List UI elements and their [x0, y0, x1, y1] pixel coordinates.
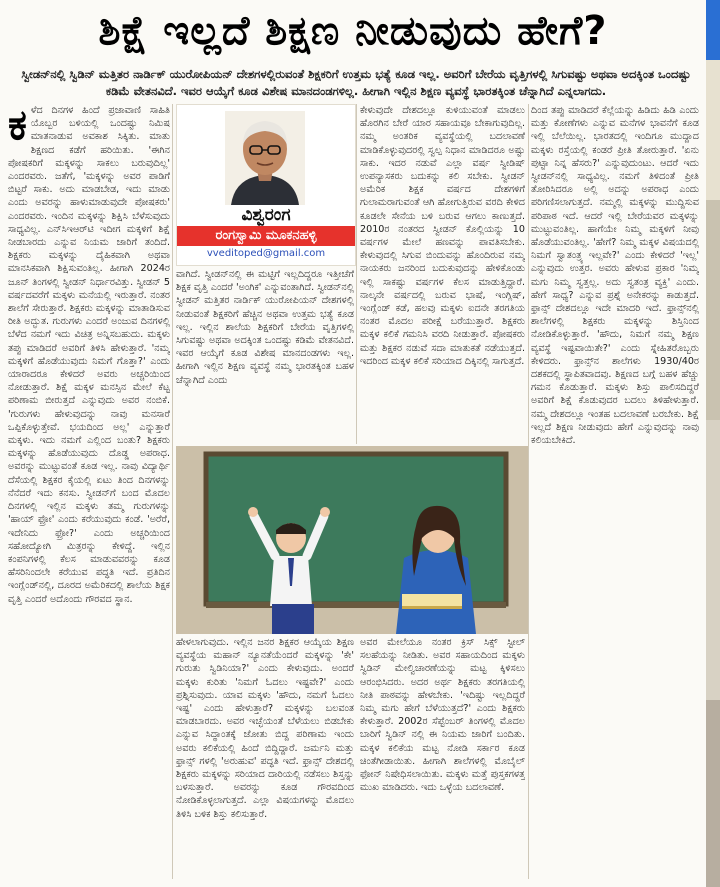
column-rule: [528, 104, 529, 879]
body-text-5: ಹೇಳಲಾಗುವುದು. ಇಲ್ಲಿನ ಜನರ ಶಿಕ್ಷಕರ ಆಯ್ಕೆಯ ಶಿಕ್ಷಣ ವ್ಯವಸ್ಥೆಯ ಮಹಾನ್ ನ್ಯೂನತೆಯೆಂದರೆ ಮಕ್ಕಳನ್ನು 'ಕೇ' ಗುರುತು ಸ್ವಿಡಿನಿಯಾ?' ಎಂದು ಕೇಳುವುದು. ಅಂದರೆ ಮಕ್ಕಳು ಕುರಿತು 'ನಿಮಗೆ ಓದಲು ಇಷ್ಟವೇ?' ಎಂದು ಪ್ರಶ್ನಿಸುವುದು. ಯಾವ ಮಕ್ಕಳು 'ಹೌದು, ನಮಗೆ ಓದಲು ಇಷ್ಟ' ಎಂದು ಹೇಳುತ್ತಾರೆ? ಮಕ್ಕಳನ್ನು ಬಲವಂತ ಮಾಡಬಾರದು. ಅವರ ಇಚ್ಛೆಯಂತೆ ಬೆಳೆಯಲು ಬಿಡಬೇಕು ಎನ್ನುವ ಸಿದ್ಧಾಂತಕ್ಕೆ ಜೋತು ಬಿದ್ದ ಪರಿಣಾಮ ಇಂದು ಅವರು ಕಲಿಕೆಯಲ್ಲಿ ಹಿಂದೆ ಬಿದ್ದಿದ್ದಾರೆ. ಜರ್ಮನಿ ಮತ್ತು ಫ್ರಾನ್ಸ್ ಗಳಲ್ಲಿ 'ಅರುಹುವ' ಪದ್ಧತಿ ಇದೆ. ಫ್ರಾನ್ಸ್ ದೇಶದಲ್ಲಿ ಶಿಕ್ಷಕರು ಮಕ್ಕಳನ್ನು ಸರಿಯಾದ ದಾರಿಯಲ್ಲಿ ನಡೆಸಲು ಶಿಸ್ತನ್ನು ಬಳಸುತ್ತಾರೆ. ಅವರನ್ನು ಕೂಡ ಗೌರವದಿಂದ ನೋಡಿಕೊಳ್ಳಲಾಗುತ್ತದೆ. ಎಲ್ಲಾ ವಿಷಯಗಳನ್ನು ಮೊದಲು ತಿಳಿಸಿ ಬಳಿಕ ಶಿಸ್ತು ಕಲಿಸುತ್ತಾರೆ.: [176, 637, 354, 820]
body-column-6: [360, 636, 525, 879]
body-text-3: ಕೇಳುವುದೇ ದೇಶದಲ್ಲೂ ಕುಳಿಯುವಂತೆ ಮಾಡಲು ಹೊರಗಿನ ಬೇರೆ ಯಾರ ಸಹಾಯವೂ ಬೇಕಾಗುವುದಿಲ್ಲ. ನಮ್ಮ ಅಂತರಿಕ ವ್ಯವಸ್ಥೆಯಲ್ಲಿ ಬದಲಾವಣೆ ಮಾಡಿಕೊಳ್ಳುವುದರಲ್ಲಿ ಸ್ವಲ್ಪ ನಿಧಾನ ಮಾಡಿದರೂ ಅಷ್ಟು ಸಾಕು. ಇದರ ನಡುವೆ ಎಲ್ಲಾ ವರ್ಷ ಸ್ವೀಡಿಷ್ ಉಪನ್ಯಾಸಕರು ಬದುಕನ್ನು ಕಲಿ ಸಬೇಕು. ಸ್ವೀಡನ್ ಅಮೆರಿಕ ಶಿಕ್ಷಕ ವರ್ಷದ ದೇಶಗಳಿಗೆ ಗುಲಾಮರಾಗುವಂತೆ ಆಗಿ ಹೋಗುತ್ತಿರುವ ವರದಿ ಕೇಳಿದ ಕೂಡಲೇ ಸೇನೆಯ ಬಳಿ ಬರುವ ಆಗಲು ಕಾಣುತ್ತದೆ. 2010ರ ನಂತರದ ಸ್ವೀಡನ್ ಕೊಲ್ಲಿಯನ್ನು 10 ವರ್ಷಗಳ ಮೇಲೆ ಹಣವನ್ನು ಪಾವತಿಸಬೇಕು. ಕೇಳುವುದಲ್ಲಿ ಸಿಗುವ ಬಿಂದುವನ್ನು ಹೊಂದಿರುವ ನಮ್ಮ ನಾಯಕರು ಜನರಿಂದ ಬದುಕುವುದನ್ನು ಹೇಳಿಕೊಂಡು ಇಲ್ಲಿ ಸಾಕಷ್ಟು ವರ್ಷಗಳ ಕೆಲಸ ಮಾಡುತ್ತಿದ್ದಾರೆ. ನಾಲ್ಕನೇ ವರ್ಷದಲ್ಲಿ ಬರುವ ಭಾಷೆ, ಇಂಗ್ಲಿಷ್, ಇಂಗ್ಲೆಂಡ್ ಕಡೆ, ಹಲವು ಮಕ್ಕಳು ಐದನೇ ತರಗತಿಯ ನಂತರ ಮೊದಲ ಪರೀಕ್ಷೆ ಬರೆಯುತ್ತಾರೆ. ಶಿಕ್ಷಕರು ಮಕ್ಕಳ ಕಲಿಕೆ ಗಮನಿಸಿ ವರದಿ ನೀಡುತ್ತಾರೆ. ಪೋಷಕರು ಮತ್ತು ಶಿಕ್ಷಕರ ನಡುವೆ ಸದಾ ಮಾತುಕತೆ ನಡೆಯುತ್ತದೆ. ಇದರಿಂದ ಮಕ್ಕಳ ಕಲಿಕೆ ಸರಿಯಾದ ದಿಕ್ಕಿನಲ್ಲಿ ಸಾಗುತ್ತದೆ.: [360, 105, 525, 367]
body-text-4: ದಿಂದ ತಪ್ಪು ಮಾಡಿದರೆ ಕೆಲ್ಲೆಯನ್ನು ಹಿಡಿದು ಹಿಡಿ ಎಂದು ಮತ್ತು ಕೋಣೆಗಳು ಎನ್ನುವ ಮನೆಗಳ ಭಾವನೆಗೆ ಕೂಡ ಇಲ್ಲಿ ಬೆಲೆಯಿಲ್ಲ. ಭಾರತದಲ್ಲಿ ಇಂದಿಗೂ ಮುದ್ದಾದ ಮಕ್ಕಳು ರಸ್ತೆಯಲ್ಲಿ ಕಂಡರೆ ಪ್ರೀತಿ ತೋರುತ್ತಾರೆ. 'ಏನು ಪುಟ್ಟಾ ನಿನ್ನ ಹೆಸರು?' ಎನ್ನುವುದುಂಟು. ಆದರೆ ಇದು ಸ್ವೀಡನ್‌ನಲ್ಲಿ ಸಾಧ್ಯವಿಲ್ಲ. ನಮಗೆ ತಿಳಿದಂತೆ ಪ್ರೀತಿ ತೋರಿಸಿದರೂ ಅಲ್ಲಿ ಅದನ್ನು ಅಪರಾಧ ಎಂದು ಪರಿಗಣಿಸಲಾಗುತ್ತದೆ. ನಮ್ಮಲ್ಲಿ ಮಕ್ಕಳನ್ನು ಮುದ್ದಿಸುವ ಪರಿಪಾಠ ಇದೆ. ಆದರೆ ಇಲ್ಲಿ ಬೇರೆಯವರ ಮಕ್ಕಳನ್ನು ಮುಟ್ಟುವಂತಿಲ್ಲ. ಹಾಗೆಯೇ ನಿಮ್ಮ ಮಕ್ಕಳಿಗೆ ನೀವು ಹೊಡೆಯುವಂತಿಲ್ಲ. 'ಹೇಗೆ? ನಿಮ್ಮ ಮಕ್ಕಳ ವಿಷಯದಲ್ಲಿ ನಿಮಗೆ ಸ್ವಾತಂತ್ರ್ಯ ಇಲ್ಲವೇ?' ಎಂದು ಕೇಳಿದರೆ 'ಇಲ್ಲ' ಎನ್ನುವುದು ಉತ್ತರ. ಅವರು ಹೇಳುವ ಪ್ರಕಾರ 'ನಿಮ್ಮ ಮಗು ನಿಮ್ಮ ಸ್ವತ್ತಲ್ಲ. ಅದು ಸ್ವತಂತ್ರ ವ್ಯಕ್ತಿ' ಎಂದು. ಹೇಗೆ ಸಾಧ್ಯ? ಎನ್ನುವ ಪ್ರಶ್ನೆ ಅನೇಕರನ್ನು ಕಾಡುತ್ತದೆ. ಫ್ರಾನ್ಸ್ ದೇಶದಲ್ಲೂ ಇದೇ ಮಾದರಿ ಇದೆ. ಫ್ರಾನ್ಸ್‌ನಲ್ಲಿ ಶಾಲೆಗಳಲ್ಲಿ ಶಿಕ್ಷಕರು ಮಕ್ಕಳನ್ನು ಶಿಸ್ತಿನಿಂದ ನೋಡಿಕೊಳ್ಳುತ್ತಾರೆ. 'ಹೌದು, ನಿಮಗೆ ನಮ್ಮ ಶಿಕ್ಷಣ ವ್ಯವಸ್ಥೆ ಇಷ್ಟವಾಯಿತೇ?' ಎಂದು ಸ್ನೇಹಿತರೊಬ್ಬರು ಕೇಳಿದರು. ಫ್ರಾನ್ಸ್‌ನ ಶಾಲೆಗಳು 1930/40ರ ದಶಕದಲ್ಲಿ ಸ್ಥಾಪಿತವಾದವು. ಶಿಕ್ಷಣದ ಬಗ್ಗೆ ಬಹಳ ಹೆಚ್ಚು ಗಮನ ಕೊಡುತ್ತಾರೆ. ಮಕ್ಕಳು ಶಿಸ್ತು ಪಾಲಿಸದಿದ್ದರೆ ಅವರಿಗೆ ಶಿಕ್ಷೆ ಕೊಡುವುದರ ಬದಲು ತಿಳಿಹೇಳುತ್ತಾರೆ. ನಮ್ಮ ದೇಶದಲ್ಲೂ ಇಂತಹ ಬದಲಾವಣೆ ಬರಬೇಕು. ಶಿಕ್ಷೆ ಇಲ್ಲದೆ ಶಿಕ್ಷಣ ನೀಡುವುದು ಹೇಗೆ ಎನ್ನುವುದನ್ನು ನಾವು ಕಲಿಯಬೇಕಿದೆ.: [531, 105, 699, 447]
article-headline: ಶಿಕ್ಷೆ ಇಲ್ಲದೆ ಶಿಕ್ಷಣ ನೀಡುವುದು ಹೇಗೆ?: [98, 8, 608, 54]
article-lede: ಸ್ವೀಡನ್‌ನಲ್ಲಿ ಸ್ವಿಡಿನ್ ಮತ್ತಿತರ ನಾರ್ಡಿಕ್ ಯುರೋಪಿಯನ್ ದೇಶಗಳಲ್ಲಿರುವಂತೆ ಶಿಕ್ಷಕರಿಗೆ ಉತ್ತಮ ಭತ್ಯೆ ಕೂಡ ಇಲ್ಲ. ಅವರಿಗೆ ಬೇರೆಯ ವೃತ್ತಿಗಳಲ್ಲಿ ಸಿಗುವಷ್ಟು ಅಥವಾ ಅದಕ್ಕಿಂತ ಒಂದಷ್ಟು ಕಡಿಮೆ ವೇತನವಿದೆ. ಇವರ ಆಯ್ಕೆಗೆ ಕೂಡ ವಿಶೇಷ ಮಾನದಂಡಗಳಿಲ್ಲ. ಹೀಗಾಗಿ ಇಲ್ಲಿನ ಶಿಕ್ಷಣ ವ್ಯವಸ್ಥೆ ಭಾರತಕ್ಕಿಂತ ಚೆನ್ನಾಗಿದೆ ಎನ್ನಲಾಗದು.: [21, 67, 691, 98]
author-byline: ರಂಗಸ್ವಾಮಿ ಮೂಕನಹಳ್ಳಿ: [177, 226, 355, 246]
column-author-box: [176, 104, 356, 266]
body-column-4: [531, 104, 699, 879]
body-text-1: ಳೆದ ದಿನಗಳ ಹಿಂದೆ ಪ್ರಜಾವಾಣಿ ಸಾಹಿತಿ ಯೊಬ್ಬರ ಬಳಿಯಲ್ಲಿ ಒಂದಷ್ಟು ನಿಮಿಷ ಮಾತನಾಡುವ ಅವಕಾಶ ಸಿಕ್ಕಿತು. ಮಾತು ಶಿಕ್ಷಣದ ಕಡೆಗೆ ಹರಿಯಿತು. 'ಈಗಿನ ಪೋಷಕರಿಗೆ ಮಕ್ಕಳನ್ನು ಸಾಕಲು ಬರುವುದಿಲ್ಲ' ಎಂದರವರು. ಜತೆಗೆ, 'ಮಕ್ಕಳನ್ನು ಅವರ ಪಾಡಿಗೆ ಬಿಟ್ಟರೆ ಸಾಕು. ಅದು ಮಾಡಬೇಡ, ಇದು ಮಾಡು ಎಂದು ಅವರನ್ನು ಹಾಳುಮಾಡುವುದೇ ಪೋಷಕರು' ಎಂದರವರು. ಇಂದಿನ ಮಕ್ಕಳನ್ನು ಶಿಕ್ಷಿಸಿ ಬೆಳೆಸುವುದು ಸಾಧ್ಯವಿಲ್ಲ. ಎನ್‌ಸಿಇಆರ್‌ಟಿ ಇದೀಗ ಮಕ್ಕಳಿಗೆ ಶಿಕ್ಷೆ ನೀಡಬಾರದು ಎನ್ನುವ ನಿಯಮ ಜಾರಿಗೆ ತಂದಿದೆ. ಶಿಕ್ಷಕರು ಮಕ್ಕಳನ್ನು ದೈಹಿಕವಾಗಿ ಅಥವಾ ಮಾನಸಿಕವಾಗಿ ಶಿಕ್ಷಿಸುವಂತಿಲ್ಲ. ಹೀಗಾಗಿ 2024ರ ಜೂನ್ ತಿಂಗಳಲ್ಲಿ ಸ್ವೀಡನ್ ನಿರ್ಧಾರವಿತ್ತು. ಸ್ವೀಡನ್ 5 ವರ್ಷದವರೆಗೆ ಮಕ್ಕಳು ಮನೆಯಲ್ಲಿ ಇರುತ್ತಾರೆ. ನಂತರ ಶಾಲೆಗೆ ಸೇರುತ್ತಾರೆ. ಶಿಕ್ಷಕರು ಮಕ್ಕಳನ್ನು ಮಾತಾಡಿಸುವ ರೀತಿ ಅದ್ಭುತ. ಗುರುಗಳು ಎಂದರೆ ಅಂಜುವ ದಿನಗಳಲ್ಲಿ ಬೆಳೆದ ನಮಗೆ ಇದು ವಿಚಿತ್ರ ಅನ್ನಿಸಬಹುದು. ಮಕ್ಕಳು ತಪ್ಪು ಮಾಡಿದರೆ ಅವರಿಗೆ ತಿಳಿಸಿ ಹೇಳುತ್ತಾರೆ. 'ನಮ್ಮ ಮಕ್ಕಳಿಗೆ ಹೊಡೆಯುವುದು ನಿಮಗೆ ಗೊತ್ತಾ?' ಎಂದು ಯಾರಾದರೂ ಕೇಳಿದರೆ ಅವರು ಅಚ್ಚರಿಯಿಂದ ನೋಡುತ್ತಾರೆ. ಶಿಕ್ಷೆ ಮಕ್ಕಳ ಮನಸ್ಸಿನ ಮೇಲೆ ಕೆಟ್ಟ ಪರಿಣಾಮ ಬೀರುತ್ತದೆ ಎನ್ನುವುದು ಅವರ ನಂಬಿಕೆ. 'ಗುರುಗಳು ಹೇಳುವುದನ್ನು ನಾವು ಮನಸಾರೆ ಒಪ್ಪಿಕೊಳ್ಳುತ್ತೇವೆ. ಭಯದಿಂದ ಅಲ್ಲ' ಎನ್ನುತ್ತಾರೆ ಮಕ್ಕಳು. ಇದು ನಮಗೆ ಎಲ್ಲಿಂದ ಬಂತು? ಶಿಕ್ಷಕರು ಮಕ್ಕಳನ್ನು ಹೊಡೆಯುವುದು ದೊಡ್ಡ ಅಪರಾಧ. ಅವರನ್ನು ಮುಟ್ಟುವಂತೆ ಕೂಡ ಇಲ್ಲ. ನಾವು ವಿದ್ಯಾರ್ಥಿ ದೆಸೆಯಲ್ಲಿ ಶಿಕ್ಷಕರ ಕೈಯಲ್ಲಿ ಏಟು ತಿಂದ ದಿನಗಳನ್ನು ನೆನೆದರೆ ಇದು ಕನಸು. ಸ್ವೀಡನ್‌ಗೆ ಬಂದ ಮೊದಲ ದಿನಗಳಲ್ಲಿ ಇಲ್ಲಿನ ಮಕ್ಕಳು ತಮ್ಮ ಗುರುಗಳನ್ನು 'ಹಾಯ್ ಫ್ರೋ' ಎಂದು ಕರೆಯುವುದು ಕಂಡೆ. 'ಅರೆರೆ, ಇದೇನಿದು ಫ್ರೋ?' ಎಂದು ಅಚ್ಚರಿಯಿಂದ ಸಹೋದ್ಯೋಗಿ ಮಿತ್ರರನ್ನು ಕೇಳಿದ್ದೆ. ಇಲ್ಲಿನ ಕಂಪನಿಗಳಲ್ಲಿ ಕೆಲಸ ಮಾಡುವವರನ್ನು ಕೂಡ ಹೆಸರಿನಿಂದಲೇ ಕರೆಯುವ ಪದ್ಧತಿ ಇದೆ. ಪ್ರತಿದಿನ ಇಂಗ್ಲೆಂಡ್‌ನಲ್ಲಿ, ದೂರದ ಅಮೆರಿಕದಲ್ಲಿ ಶಾಲೆಯ ಶಿಕ್ಷಕ ವೃತ್ತಿ ಎಂದರೆ ಅದೊಂದು ಗೌರವದ ಸ್ಥಾನ.: [8, 105, 170, 605]
author-email[interactable]: vveditoped@gmail.com: [206, 248, 326, 259]
body-text-2: ವಾಗಿದೆ. ಸ್ವೀಡನ್‌ನಲ್ಲಿ ಈ ಮಟ್ಟಿಗೆ ಇಲ್ಲದಿದ್ದರೂ ಇತ್ತೀಚೆಗೆ ಶಿಕ್ಷಕ ವೃತ್ತಿ ಎಂದರೆ 'ಅಂಗಿಕ' ಎನ್ನುವಂತಾಗಿದೆ. ಸ್ವೀಡನ್‌ನಲ್ಲಿ ಸ್ವೀಡನ್ ಮತ್ತಿತರ ನಾರ್ಡಿಕ್ ಯುರೋಪಿಯನ್ ದೇಶಗಳಲ್ಲಿ ನೀಡುವಂತೆ ಶಿಕ್ಷಕರಿಗೆ ಹೆಚ್ಚಿನ ಅಥವಾ ಉತ್ತಮ ಭತ್ಯೆ ಕೂಡ ಇಲ್ಲ. ಇಲ್ಲಿನ ಶಾಲೆಯ ಶಿಕ್ಷಕರಿಗೆ ಬೇರೆಯ ವೃತ್ತಿಗಳಲ್ಲಿ ಸಿಗುವಷ್ಟು ಅಥವಾ ಅದಕ್ಕಿಂತ ಒಂದಷ್ಟು ಕಡಿಮೆ ವೇತನವಿದೆ. ಇವರ ಆಯ್ಕೆಗೆ ಕೂಡ ವಿಶೇಷ ಮಾನದಂಡಗಳು ಇಲ್ಲ. ಹೀಗಾಗಿ ಇಲ್ಲಿನ ಶಿಕ್ಷಣ ವ್ಯವಸ್ಥೆ ನಮ್ಮ ಭಾರತಕ್ಕಿಂತ ಬಹಳ ಚೆನ್ನಾಗಿದೆ ಎಂದು: [176, 269, 354, 386]
column-rule: [172, 104, 173, 879]
body-text-6: ಅವರ ಮೇಲೆಯೂ ನಂತರ ಕ್ರಿಸ್ ಸಿಕ್ಸ್ ಸ್ಟೀಲ್ ಸಲಹೆಯನ್ನು ನೀಡಿತು. ಅವರ ಸಹಾಯದಿಂದ ಮಕ್ಕಳು ಸ್ವಿಡಿನ್ ಮೇಲ್ವಿಚಾರಣೆಯನ್ನು ಮಟ್ಟ ಕ್ಕಿಳಿಸಲು ಆರಂಭಿಸಿದರು. ಅದರ ಅರ್ಥ ಶಿಕ್ಷಕರು ತರಗತಿಯಲ್ಲಿ ನೀತಿ ಪಾಠವನ್ನು ಹೇಳಬೇಕು. 'ಇದಿಷ್ಟು ಇಲ್ಲದಿದ್ದರೆ ನಿಮ್ಮ ಮಗು ಹೇಗೆ ಬೆಳೆಯುತ್ತದೆ?' ಎಂದು ಶಿಕ್ಷಕರು ಕೇಳುತ್ತಾರೆ. 2002ರ ಸೆಪ್ಟೆಂಬರ್ ತಿಂಗಳಲ್ಲಿ ಮೊದಲ ಬಾರಿಗೆ ಸ್ವಿಡಿನ್ ನಲ್ಲಿ ಈ ನಿಯಮ ಜಾರಿಗೆ ಬಂದಿತು. ಮಕ್ಕಳ ಕಲಿಕೆಯ ಮಟ್ಟ ನೋಡಿ ಸರ್ಕಾರ ಕೂಡ ಚಿಂತೆಗೀಡಾಯಿತು. ಹೀಗಾಗಿ ಶಾಲೆಗಳಲ್ಲಿ ಮೊಬೈಲ್ ಫೋನ್ ನಿಷೇಧಿಸಲಾಯಿತು. ಮಕ್ಕಳು ಮತ್ತೆ ಪುಸ್ತಕಗಳತ್ತ ಮುಖ ಮಾಡಿದರು. ಇದು ಒಳ್ಳೆಯ ಬದಲಾವಣೆ.: [360, 637, 525, 794]
drop-cap: ಕ: [8, 104, 27, 149]
column-name: ವಿಶ್ವರಂಗ: [241, 205, 291, 225]
author-portrait: [225, 111, 305, 205]
adjacent-page-strip: [706, 0, 720, 887]
classroom-photo: [176, 446, 528, 634]
body-column-1: [8, 104, 170, 879]
body-column-5: [176, 636, 354, 879]
column-rule: [356, 104, 357, 444]
